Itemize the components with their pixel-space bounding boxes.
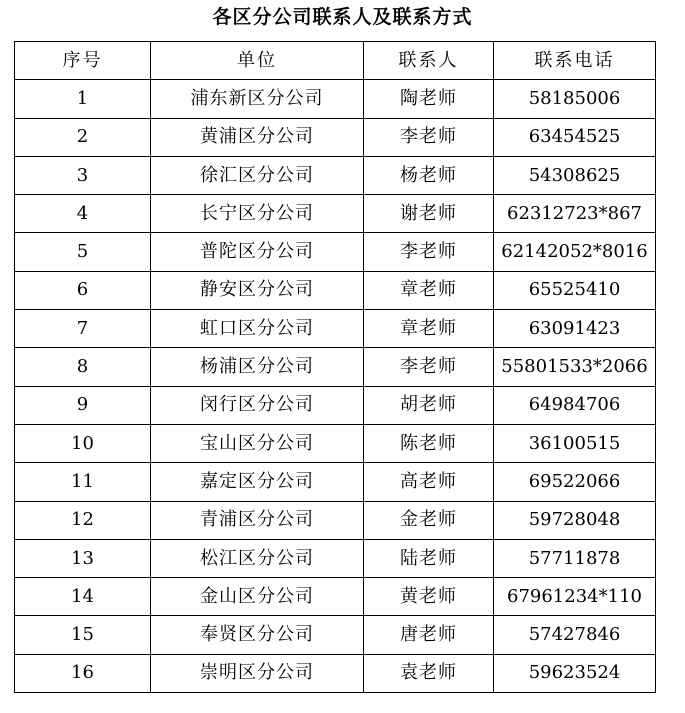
cell-contact: 李老师: [364, 233, 494, 271]
cell-phone: 63454525: [494, 118, 656, 156]
cell-contact: 谢老师: [364, 195, 494, 233]
cell-number: 9: [15, 386, 151, 424]
cell-phone: 65525410: [494, 271, 656, 309]
cell-phone: 59623524: [494, 654, 656, 692]
cell-contact: 袁老师: [364, 654, 494, 692]
cell-number: 4: [15, 195, 151, 233]
table-row: [15, 310, 656, 348]
cell-contact: 陈老师: [364, 424, 494, 462]
table-row: [15, 348, 656, 386]
table-row: [15, 654, 656, 692]
cell-phone: 54308625: [494, 156, 656, 194]
cell-number: 3: [15, 156, 151, 194]
cell-unit: 松江区分公司: [151, 539, 364, 577]
cell-unit: 虹口区分公司: [151, 310, 364, 348]
cell-phone: 62142052*8016: [494, 233, 656, 271]
cell-unit: 静安区分公司: [151, 271, 364, 309]
contact-table: [14, 41, 656, 693]
cell-contact: 杨老师: [364, 156, 494, 194]
cell-unit: 闵行区分公司: [151, 386, 364, 424]
cell-number: 10: [15, 424, 151, 462]
cell-unit: 宝山区分公司: [151, 424, 364, 462]
table-row: [15, 501, 656, 539]
cell-contact: 高老师: [364, 463, 494, 501]
table-body: [15, 80, 656, 693]
table-row: [15, 233, 656, 271]
cell-number: 12: [15, 501, 151, 539]
cell-phone: 59728048: [494, 501, 656, 539]
cell-unit: 嘉定区分公司: [151, 463, 364, 501]
cell-contact: 李老师: [364, 118, 494, 156]
table-row: [15, 463, 656, 501]
header-contact: 联系人: [364, 42, 494, 80]
document-title: 各区分公司联系人及联系方式: [212, 6, 473, 28]
cell-number: 15: [15, 616, 151, 654]
cell-phone: 64984706: [494, 386, 656, 424]
cell-number: 1: [15, 80, 151, 118]
cell-number: 7: [15, 310, 151, 348]
cell-number: 5: [15, 233, 151, 271]
cell-phone: 62312723*867: [494, 195, 656, 233]
cell-number: 16: [15, 654, 151, 692]
cell-unit: 黄浦区分公司: [151, 118, 364, 156]
cell-contact: 黄老师: [364, 578, 494, 616]
cell-unit: 徐汇区分公司: [151, 156, 364, 194]
cell-number: 6: [15, 271, 151, 309]
cell-phone: 67961234*110: [494, 578, 656, 616]
table-row: [15, 80, 656, 118]
table-row: [15, 616, 656, 654]
cell-unit: 浦东新区分公司: [151, 80, 364, 118]
cell-unit: 杨浦区分公司: [151, 348, 364, 386]
table-row: [15, 386, 656, 424]
cell-phone: 55801533*2066: [494, 348, 656, 386]
table-row: [15, 424, 656, 462]
cell-contact: 李老师: [364, 348, 494, 386]
cell-phone: 69522066: [494, 463, 656, 501]
cell-phone: 57427846: [494, 616, 656, 654]
cell-number: 14: [15, 578, 151, 616]
cell-unit: 金山区分公司: [151, 578, 364, 616]
table-header-row: [15, 42, 656, 80]
header-phone: 联系电话: [494, 42, 656, 80]
cell-phone: 36100515: [494, 424, 656, 462]
cell-unit: 崇明区分公司: [151, 654, 364, 692]
cell-contact: 章老师: [364, 310, 494, 348]
table-row: [15, 118, 656, 156]
table-row: [15, 578, 656, 616]
cell-contact: 陶老师: [364, 80, 494, 118]
header-unit: 单位: [151, 42, 364, 80]
table-row: [15, 156, 656, 194]
table-row: [15, 271, 656, 309]
cell-unit: 奉贤区分公司: [151, 616, 364, 654]
cell-phone: 63091423: [494, 310, 656, 348]
cell-contact: 金老师: [364, 501, 494, 539]
header-number: 序号: [15, 42, 151, 80]
cell-number: 11: [15, 463, 151, 501]
cell-phone: 57711878: [494, 539, 656, 577]
cell-phone: 58185006: [494, 80, 656, 118]
cell-number: 8: [15, 348, 151, 386]
cell-unit: 长宁区分公司: [151, 195, 364, 233]
table-row: [15, 195, 656, 233]
cell-unit: 青浦区分公司: [151, 501, 364, 539]
cell-contact: 陆老师: [364, 539, 494, 577]
cell-number: 2: [15, 118, 151, 156]
cell-contact: 章老师: [364, 271, 494, 309]
cell-unit: 普陀区分公司: [151, 233, 364, 271]
cell-contact: 胡老师: [364, 386, 494, 424]
cell-number: 13: [15, 539, 151, 577]
cell-contact: 唐老师: [364, 616, 494, 654]
table-row: [15, 539, 656, 577]
